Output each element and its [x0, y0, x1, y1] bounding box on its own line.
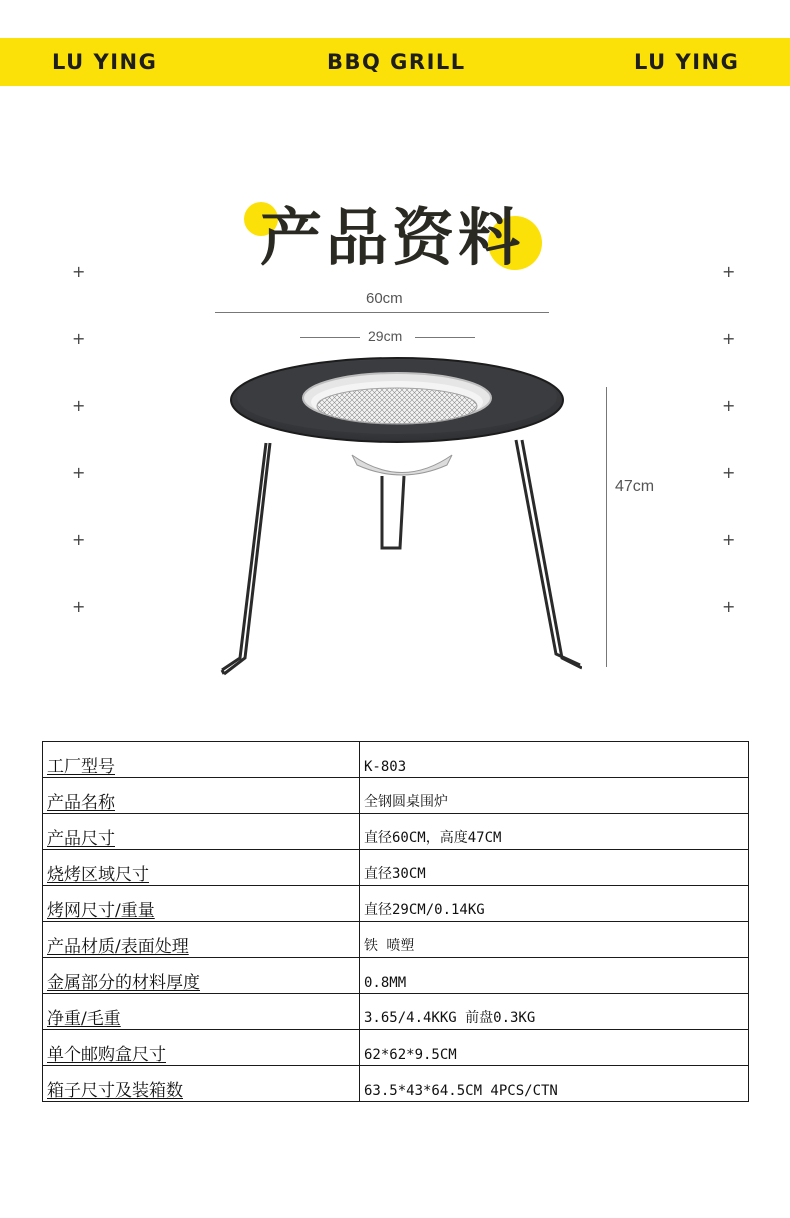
plus-icon: + [722, 396, 736, 415]
plus-icon: + [72, 262, 86, 281]
table-row [43, 922, 749, 958]
section-title-group [240, 188, 550, 274]
plus-icon: + [722, 530, 736, 549]
height-label: 47cm [615, 478, 655, 495]
diameter-label: 60cm [366, 290, 403, 307]
spec-label: 烤网尺寸/重量 [43, 886, 360, 922]
spec-label: 金属部分的材料厚度 [43, 958, 360, 994]
spec-value: 63.5*43*64.5CM 4PCS/CTN [360, 1066, 749, 1102]
spec-value: K-803 [360, 742, 749, 778]
table-row [43, 1066, 749, 1102]
spec-value: 直径30CM [360, 850, 749, 886]
grill-product-image [212, 340, 582, 685]
brand-right: LU YING [634, 50, 740, 74]
spec-label: 产品名称 [43, 778, 360, 814]
spec-value: 直径29CM/0.14KG [360, 886, 749, 922]
spec-value: 全钢圆桌围炉 [360, 778, 749, 814]
spec-value: 3.65/4.4KKG 前盘0.3KG [360, 994, 749, 1030]
plus-icon: + [72, 396, 86, 415]
spec-label: 烧烤区域尺寸 [43, 850, 360, 886]
page-title: 产品资料 [260, 201, 525, 274]
spec-value: 铁 喷塑 [360, 922, 749, 958]
plus-icon: + [722, 262, 736, 281]
spec-label: 产品材质/表面处理 [43, 922, 360, 958]
plus-icon: + [722, 329, 736, 348]
spec-table [42, 741, 749, 1102]
plus-icon: + [72, 329, 86, 348]
spec-label: 箱子尺寸及装箱数 [43, 1066, 360, 1102]
plus-icon: + [722, 463, 736, 482]
diameter-line [215, 312, 549, 313]
spec-value: 62*62*9.5CM [360, 1030, 749, 1066]
height-line [606, 387, 607, 667]
table-row [43, 886, 749, 922]
table-row [43, 850, 749, 886]
spec-value: 0.8MM [360, 958, 749, 994]
banner-title: BBQ GRILL [327, 50, 466, 74]
table-row [43, 778, 749, 814]
table-row [43, 742, 749, 778]
spec-label: 净重/毛重 [43, 994, 360, 1030]
inner-diameter-line-left [300, 337, 360, 338]
inner-diameter-label: 29cm [368, 328, 403, 344]
plus-icon: + [72, 597, 86, 616]
spec-label: 单个邮购盒尺寸 [43, 1030, 360, 1066]
spec-value: 直径60CM，高度47CM [360, 814, 749, 850]
inner-diameter-line-right [415, 337, 475, 338]
plus-icon: + [722, 597, 736, 616]
table-row [43, 958, 749, 994]
brand-left: LU YING [52, 50, 158, 74]
header-banner [0, 38, 790, 86]
table-row [43, 994, 749, 1030]
table-row [43, 814, 749, 850]
plus-icon: + [72, 530, 86, 549]
plus-icon: + [72, 463, 86, 482]
spec-label: 工厂型号 [43, 742, 360, 778]
spec-label: 产品尺寸 [43, 814, 360, 850]
table-row [43, 1030, 749, 1066]
